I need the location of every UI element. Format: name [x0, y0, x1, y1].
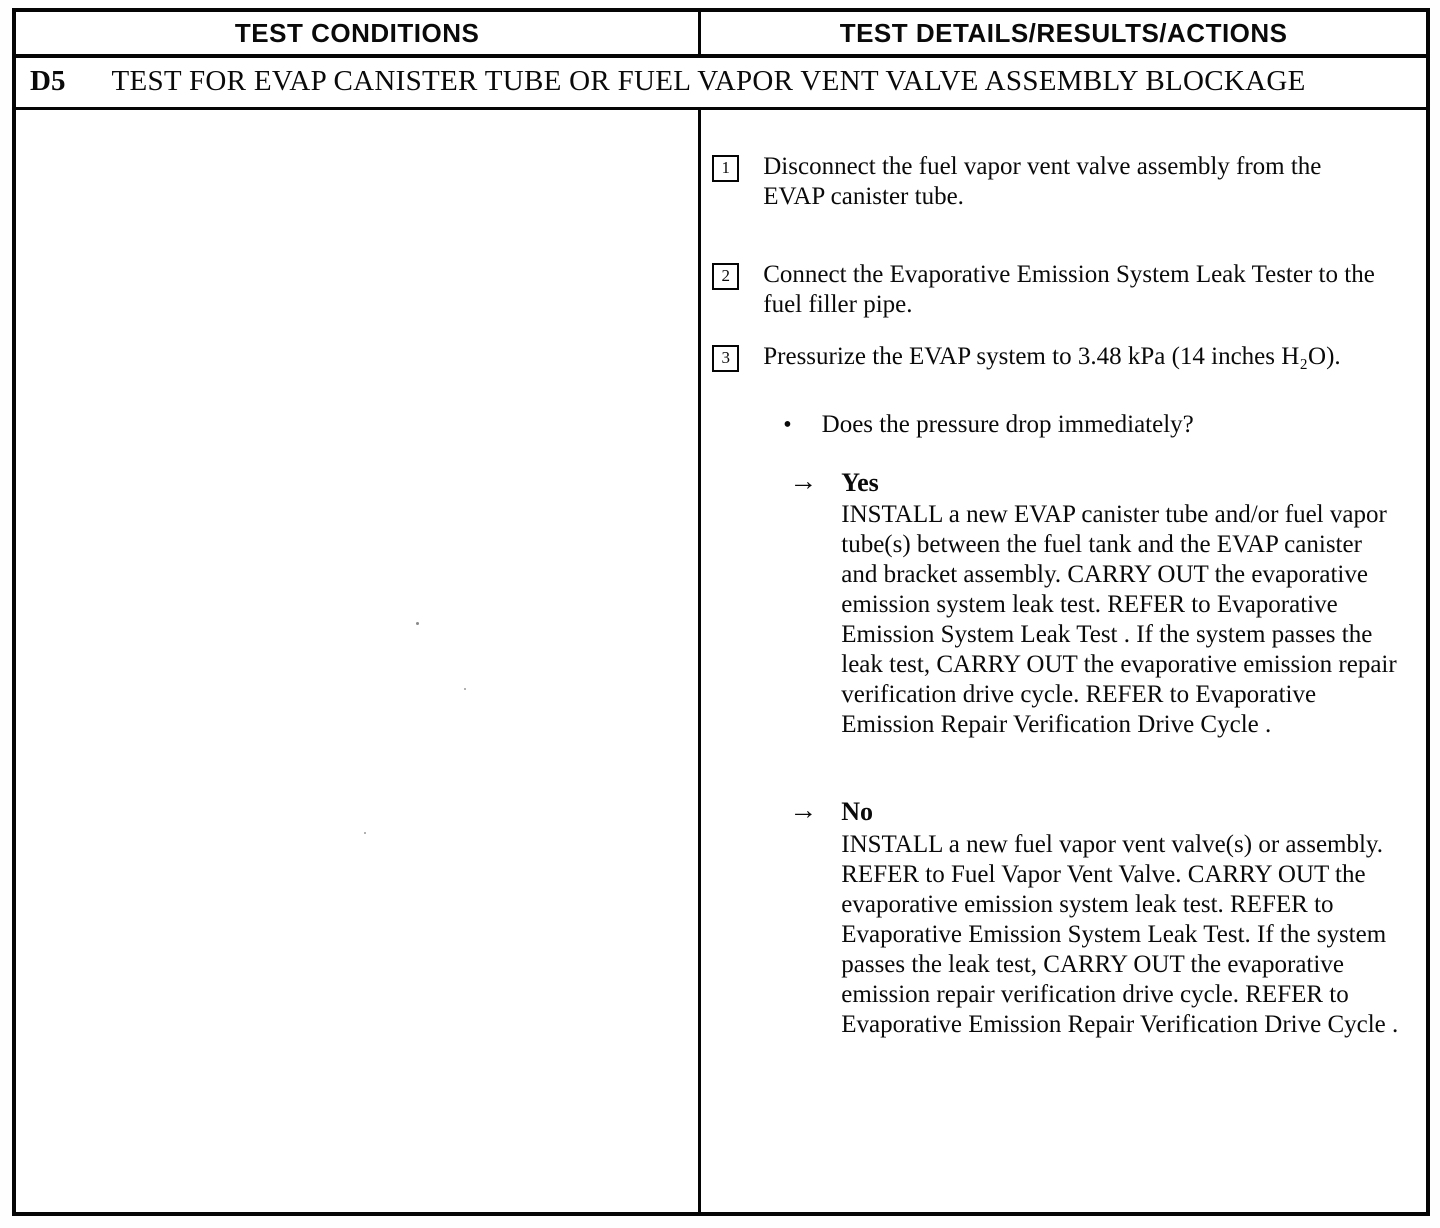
- result-no-body: [841, 796, 1401, 1039]
- step-1: [709, 152, 1412, 212]
- step-3-text: Pressurize the EVAP system to 3.48 kPa (14 inches H₂O).: [763, 343, 1341, 370]
- step-3: [709, 342, 1412, 372]
- step-1-text: Disconnect the fuel vapor vent valve assembly from the EVAP canister tube.: [763, 153, 1322, 210]
- question-line: [783, 410, 1412, 441]
- step-2-text: Connect the Evaporative Emission System Leak Tester to the fuel filler pipe.: [763, 261, 1375, 318]
- table-body-row: [16, 110, 1426, 1212]
- bullet-icon: •: [783, 412, 792, 438]
- step-2-number-box: 2: [712, 263, 739, 290]
- scan-speck: [416, 622, 419, 625]
- result-yes-label: Yes: [841, 468, 879, 498]
- scan-speck: [364, 832, 366, 834]
- result-no: [789, 796, 1412, 1039]
- result-no-label: No: [841, 797, 874, 827]
- result-yes-body: [841, 467, 1401, 740]
- step-3-number-box: 3: [712, 345, 739, 372]
- table-header-row: [16, 12, 1426, 58]
- step-1-number-box: 1: [712, 155, 739, 182]
- header-test-details-results-actions: TEST DETAILS/RESULTS/ACTIONS: [839, 18, 1288, 48]
- arrow-right-icon: →: [789, 466, 818, 498]
- test-title: TEST FOR EVAP CANISTER TUBE OR FUEL VAPOR VENT VALVE ASSEMBLY BLOCKAGE: [111, 65, 1306, 97]
- arrow-right-icon: →: [789, 795, 818, 827]
- scan-speck: [464, 688, 466, 690]
- test-title-row: [16, 58, 1426, 110]
- pinpoint-test-table: [12, 8, 1430, 1216]
- result-yes-text: INSTALL a new EVAP canister tube and/or fuel vapor tube(s) between the fuel tank and the EVAP canister and bracket assembly. CARRY OUT the evaporative emission system leak test. REFER to Evaporative Emission System Leak Test . If the system passes the leak test, CARRY OUT the evaporative emission repair verification drive cycle. REFER to Evaporative Emission Repair Verification Drive Cycle .: [841, 501, 1397, 739]
- test-id: D5: [30, 65, 66, 97]
- test-conditions-cell: [16, 110, 701, 1212]
- header-test-conditions: TEST CONDITIONS: [16, 12, 701, 54]
- question-text: Does the pressure drop immediately?: [821, 411, 1194, 438]
- step-2: [709, 260, 1412, 320]
- result-no-text: INSTALL a new fuel vapor vent valve(s) or assembly. REFER to Fuel Vapor Vent Valve. CARRY OUT the evaporative emission system leak test. REFER to Evaporative Emission System Leak Test. If the system passes the leak test, CARRY OUT the evaporative emission repair verification drive cycle. REFER to Evaporative Emission Repair Verification Drive Cycle .: [841, 830, 1399, 1038]
- test-details-cell: [701, 110, 1426, 1212]
- result-yes: [789, 467, 1412, 740]
